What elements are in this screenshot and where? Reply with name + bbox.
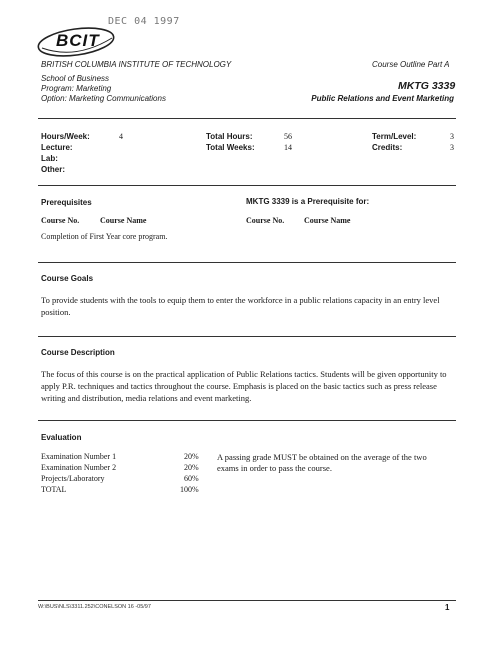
divider — [38, 336, 456, 337]
lecture-label: Lecture: — [41, 143, 73, 152]
logo-text: BCIT — [56, 31, 100, 50]
course-name-column: Course Name — [100, 216, 147, 225]
lab-label: Lab: — [41, 154, 58, 163]
school-name: School of Business — [41, 74, 110, 83]
evaluation-label: TOTAL — [41, 485, 67, 494]
divider — [38, 185, 456, 186]
program-name: Program: Marketing — [41, 84, 112, 93]
total-hours-value: 56 — [284, 132, 292, 141]
total-weeks-value: 14 — [284, 143, 292, 152]
credits-label: Credits: — [372, 143, 403, 152]
evaluation-value: 100% — [180, 485, 199, 494]
institution-name: BRITISH COLUMBIA INSTITUTE OF TECHNOLOGY — [41, 60, 232, 69]
divider — [38, 420, 456, 421]
option-name: Option: Marketing Communications — [41, 94, 166, 103]
course-no-column: Course No. — [41, 216, 80, 225]
term-level-value: 3 — [450, 132, 454, 141]
received-date-stamp: DEC 04 1997 — [108, 16, 180, 27]
bcit-logo — [36, 26, 116, 58]
divider — [38, 118, 456, 119]
total-weeks-label: Total Weeks: — [206, 143, 255, 152]
footer-file-path: W:\BUS\NLS\3311.252\CONELSON 16 -05/97 — [38, 604, 151, 610]
evaluation-value: 20% — [184, 452, 199, 461]
passing-grade-note: A passing grade MUST be obtained on the average of the two exams in order to pass the course. — [217, 452, 427, 473]
prerequisites-heading: Prerequisites — [41, 198, 92, 207]
course-goals-heading: Course Goals — [41, 274, 94, 283]
footer-divider — [38, 600, 456, 601]
evaluation-heading: Evaluation — [41, 433, 82, 442]
term-level-label: Term/Level: — [372, 132, 417, 141]
outline-label: Course Outline Part A — [372, 60, 450, 69]
course-title: Public Relations and Event Marketing — [311, 94, 454, 103]
page-number: 1 — [445, 603, 450, 612]
course-description-text: The focus of this course is on the practical application of Public Relations tactics. Students will be given opportunity to apply P.R. techniques and tactics throughout the course. Emphasis is placed on the basic tactics such as press release writing and distribution, media relations and event marketing. — [41, 369, 447, 403]
total-hours-label: Total Hours: — [206, 132, 253, 141]
evaluation-label: Examination Number 2 — [41, 463, 117, 472]
prerequisite-text: Completion of First Year core program. — [41, 232, 168, 241]
course-no-column: Course No. — [246, 216, 285, 225]
course-goals-text: To provide students with the tools to equip them to enter the workforce in a public relations capacity in an entry level position. — [41, 295, 440, 317]
course-name-column: Course Name — [304, 216, 351, 225]
evaluation-value: 20% — [184, 463, 199, 472]
credits-value: 3 — [450, 143, 454, 152]
evaluation-label: Projects/Laboratory — [41, 474, 105, 483]
other-label: Other: — [41, 165, 65, 174]
prerequisite-for-heading: MKTG 3339 is a Prerequisite for: — [246, 197, 370, 206]
evaluation-label: Examination Number 1 — [41, 452, 117, 461]
course-description-heading: Course Description — [41, 348, 115, 357]
evaluation-value: 60% — [184, 474, 199, 483]
divider — [38, 262, 456, 263]
hours-week-label: Hours/Week: — [41, 132, 90, 141]
hours-week-value: 4 — [119, 132, 123, 141]
course-code: MKTG 3339 — [398, 80, 456, 92]
